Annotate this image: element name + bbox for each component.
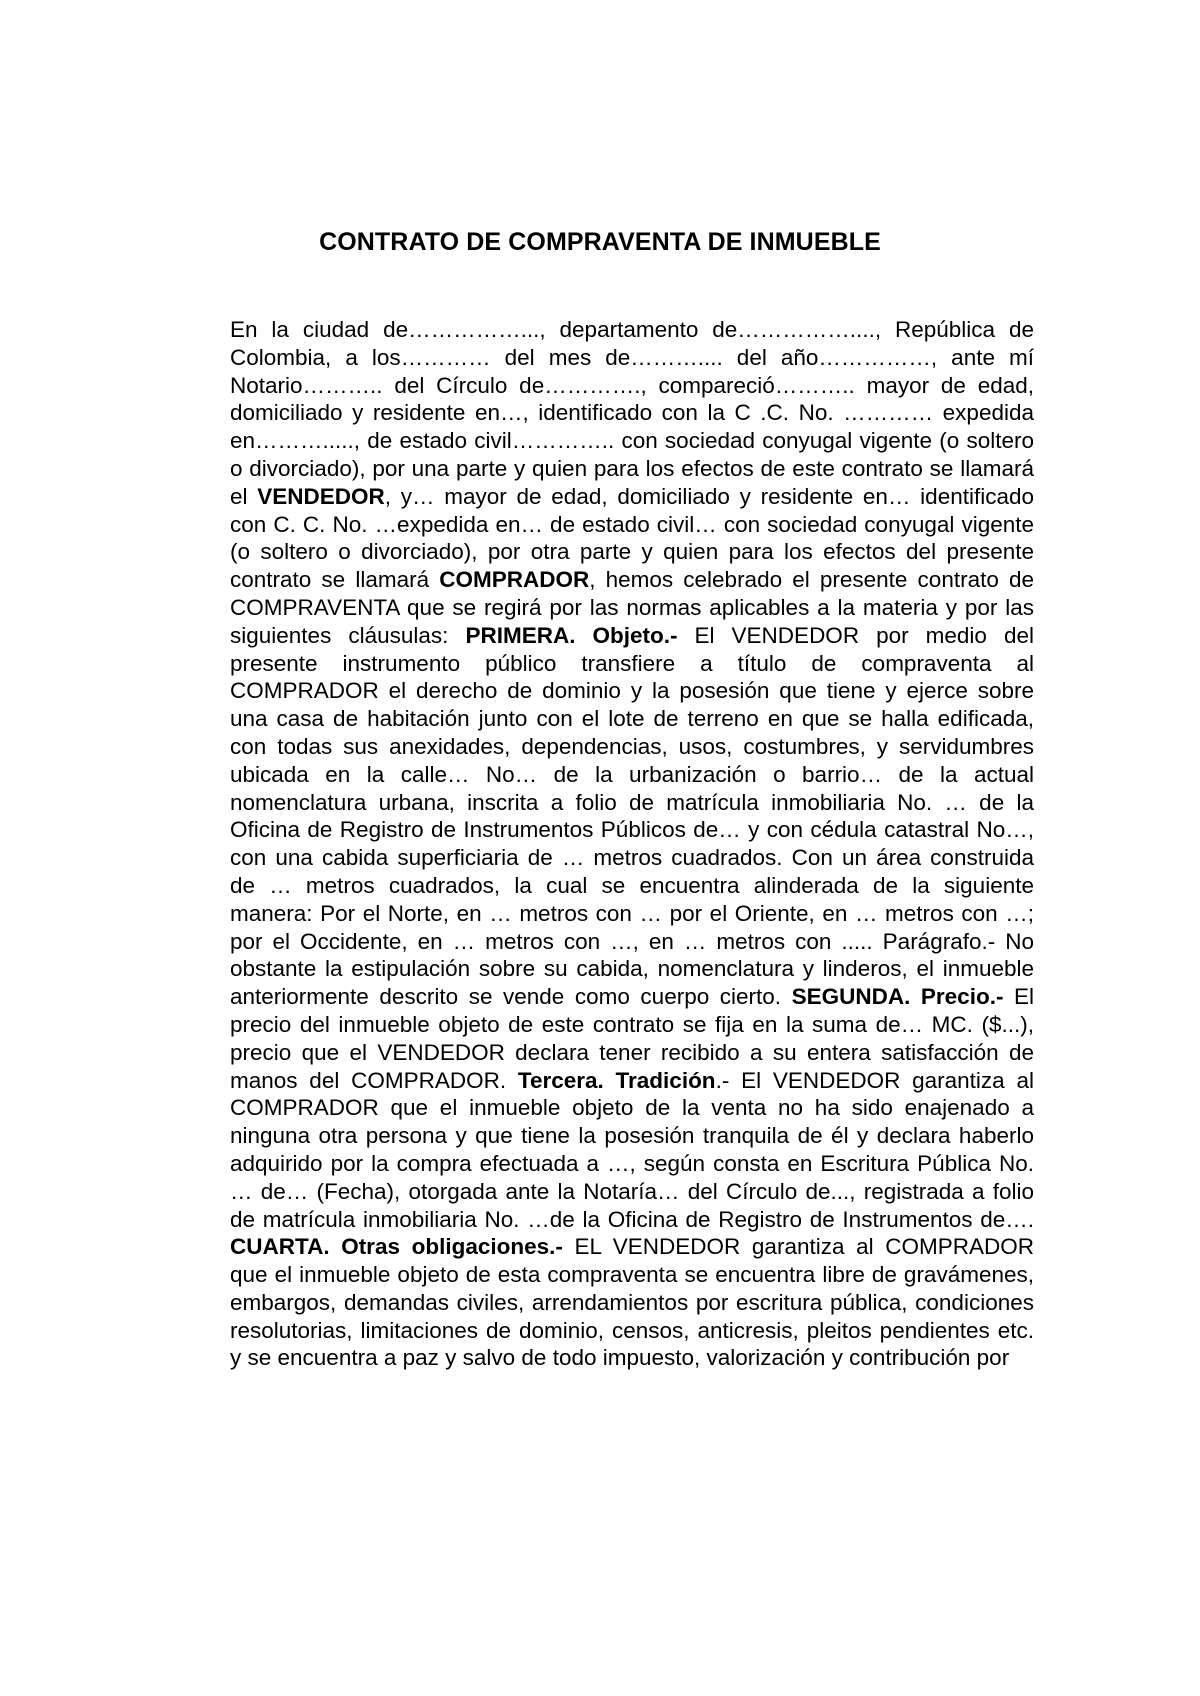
clause-heading-cuarta: CUARTA. Otras obligaciones.- [230, 1234, 563, 1260]
clause-heading-primera: PRIMERA. Objeto.- [465, 622, 678, 648]
clause-text-precio: El precio del inmueble objeto de este contrato se fija en la suma de… MC. ($...), precio que el VENDEDOR declara tener recibido a su entera satisfacción de manos del COMPRADOR. [230, 984, 1034, 1093]
document-title: CONTRATO DE COMPRAVENTA DE INMUEBLE [319, 228, 881, 256]
clause-heading-segunda: SEGUNDA. Precio.- [791, 984, 1004, 1010]
clause-text-objeto: El VENDEDOR por medio del presente instrumento público transfiere a título de compraventa al COMPRADOR el derecho de dominio y la posesión que tiene y ejerce sobre una casa de habitación junto con el lote de terreno en que se halla edificada, con todas sus anexidades, dependencias, usos, costumbres, y servidumbres ubicada en la calle… No… de la urbanización o barrio… de la actual nomenclatura urbana, inscrita a folio de matrícula inmobiliaria No. … de la Oficina de Registro de Instrumentos Públicos de… y con cédula catastral No…, con una cabida superficiaria de … metros cuadrados. Con un área construida de … metros cuadrados, la cual se encuentra alinderada de la siguiente manera: Por el Norte, en … metros con … por el Oriente, en … metros con …; por el Occidente, en … metros con …, en … metros con ..... Parágrafo.- No obstante la estipulación sobre su cabida, nomenclatura y linderos, el inmueble anteriormente descrito se vende como cuerpo cierto. [230, 622, 1034, 1010]
clause-text-tradicion: .- El VENDEDOR garantiza al COMPRADOR que el inmueble objeto de la venta no ha sido enajenado a ninguna otra persona y que tiene la posesión tranquila de él y declara haberlo adquirido por la compra efectuada a …, según consta en Escritura Pública No. … de… (Fecha), otorgada ante la Notaría… del Círculo de..., registrada a folio de matrícula inmobiliaria No. …de la Oficina de Registro de Instrumentos de…. [230, 1067, 1034, 1232]
bold-term-vendedor: VENDEDOR [257, 483, 385, 509]
body-text-buyer-parties: , y… mayor de edad, domiciliado y residente en… identificado con C. C. No. …expedida en… de estado civil… con sociedad conyugal vigente (o soltero o divorciado), por otra parte y quien para los efectos del presente contrato se llamará [230, 483, 1035, 593]
body-text-opening: En la ciudad de……………..., departamento de……………...., República de Colombia, a los………… del mes de……….... del año……………, ante mí Notario……….. del Círculo de…………., compareció……….. mayor de edad, domiciliado y residente en…, identificado con la C .C. No. ………… expedida en………....., de estado civil………….. con sociedad conyugal vigente (o soltero o divorciado), por una parte y quien para los efectos de este contrato se llamará el [230, 317, 1034, 509]
clause-heading-tercera: Tercera. Tradición [517, 1067, 716, 1093]
contract-body-paragraph [230, 316, 1034, 1372]
body-text-contract-intro: , hemos celebrado el presente contrato de COMPRAVENTA que se regirá por las normas aplicables a la materia y por las siguientes cláusulas: [230, 567, 1035, 648]
clause-text-otras-obligaciones: EL VENDEDOR garantiza al COMPRADOR que el inmueble objeto de esta compraventa se encuentra libre de gravámenes, embargos, demandas civiles, arrendamientos por escritura pública, condiciones resolutorias, limitaciones de dominio, censos, anticresis, pleitos pendientes etc. y se encuentra a paz y salvo de todo impuesto, valorización y contribución por [230, 1234, 1034, 1371]
bold-term-comprador: COMPRADOR [439, 567, 590, 593]
